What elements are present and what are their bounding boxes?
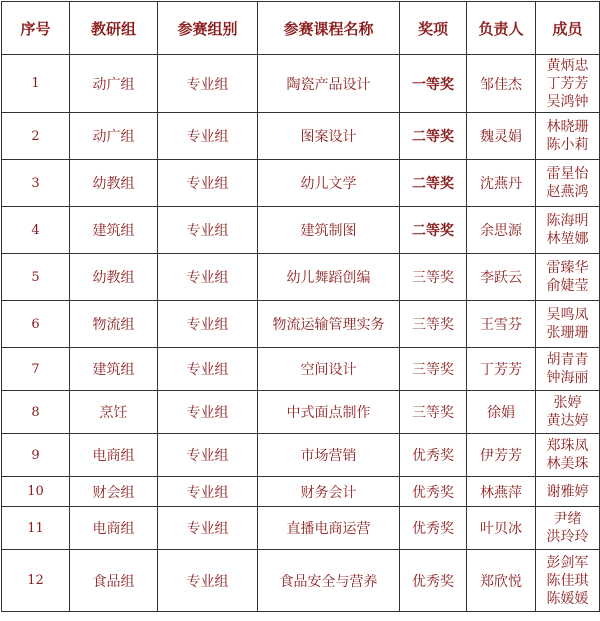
row-lead: 叶贝冰	[467, 507, 536, 550]
row-category: 专业组	[158, 301, 258, 348]
row-no: 11	[2, 507, 70, 550]
row-members	[536, 254, 600, 301]
row-category: 专业组	[158, 55, 258, 113]
row-course: 市场营销	[258, 434, 400, 477]
member-name: 吴鸣凤	[546, 307, 589, 323]
table-row	[2, 55, 600, 113]
member-name: 赵燕鸿	[546, 184, 589, 200]
row-category: 专业组	[158, 434, 258, 477]
member-name: 林美珠	[546, 456, 589, 472]
row-group: 幼教组	[70, 160, 158, 207]
member-name: 张婷	[553, 395, 582, 411]
row-members	[536, 301, 600, 348]
row-group: 幼教组	[70, 254, 158, 301]
row-course: 陶瓷产品设计	[258, 55, 400, 113]
header-group: 教研组	[70, 2, 158, 55]
row-course: 中式面点制作	[258, 391, 400, 434]
row-lead: 余思源	[467, 207, 536, 254]
row-award: 三等奖	[400, 391, 467, 434]
row-members	[536, 477, 600, 507]
row-course: 建筑制图	[258, 207, 400, 254]
row-lead: 林燕萍	[467, 477, 536, 507]
member-name: 黄达婷	[546, 413, 589, 429]
table-row	[2, 391, 600, 434]
table-row	[2, 301, 600, 348]
row-no: 5	[2, 254, 70, 301]
member-name: 陈海明	[546, 213, 589, 229]
row-award: 优秀奖	[400, 507, 467, 550]
row-category: 专业组	[158, 207, 258, 254]
table-row	[2, 434, 600, 477]
row-lead: 邹佳杰	[467, 55, 536, 113]
table-row	[2, 207, 600, 254]
row-members	[536, 113, 600, 160]
row-no: 3	[2, 160, 70, 207]
row-course: 空间设计	[258, 348, 400, 391]
row-group: 物流组	[70, 301, 158, 348]
row-group: 食品组	[70, 550, 158, 612]
row-no: 7	[2, 348, 70, 391]
member-name: 林堃娜	[546, 231, 589, 247]
table-row	[2, 348, 600, 391]
row-category: 专业组	[158, 477, 258, 507]
row-no: 9	[2, 434, 70, 477]
row-award: 优秀奖	[400, 550, 467, 612]
row-no: 12	[2, 550, 70, 612]
header-category: 参赛组别	[158, 2, 258, 55]
member-name: 雷星怡	[546, 166, 589, 182]
row-group: 动广组	[70, 113, 158, 160]
row-course: 食品安全与营养	[258, 550, 400, 612]
member-name: 丁芳芳	[546, 75, 589, 92]
row-members	[536, 160, 600, 207]
table-row	[2, 113, 600, 160]
row-members	[536, 550, 600, 612]
row-award: 优秀奖	[400, 477, 467, 507]
row-award: 二等奖	[400, 207, 467, 254]
member-name: 胡青青	[546, 352, 589, 368]
member-name: 郑珠凤	[546, 438, 589, 454]
member-name: 洪玲玲	[546, 529, 589, 545]
row-no: 2	[2, 113, 70, 160]
row-course: 幼儿舞蹈创编	[258, 254, 400, 301]
member-name: 陈媛媛	[546, 590, 589, 607]
row-group: 建筑组	[70, 348, 158, 391]
row-category: 专业组	[158, 507, 258, 550]
member-name: 尹绪	[553, 511, 582, 527]
row-course: 财务会计	[258, 477, 400, 507]
awards-table	[1, 1, 600, 612]
member-name: 陈佳琪	[546, 572, 589, 589]
row-category: 专业组	[158, 113, 258, 160]
row-category: 专业组	[158, 391, 258, 434]
member-name: 吴鸿钟	[546, 93, 589, 110]
row-award: 三等奖	[400, 348, 467, 391]
member-name: 俞婕莹	[546, 278, 589, 294]
row-members	[536, 391, 600, 434]
row-no: 1	[2, 55, 70, 113]
member-name: 彭剑军	[546, 554, 589, 571]
member-name: 黄炳忠	[546, 57, 589, 74]
row-group: 财会组	[70, 477, 158, 507]
header-members: 成员	[536, 2, 600, 55]
table-row	[2, 160, 600, 207]
row-members	[536, 55, 600, 113]
row-course: 幼儿文学	[258, 160, 400, 207]
member-name: 钟海丽	[546, 370, 589, 386]
row-no: 10	[2, 477, 70, 507]
row-members	[536, 507, 600, 550]
member-name: 陈小莉	[546, 137, 589, 153]
row-lead: 沈燕丹	[467, 160, 536, 207]
member-name: 张珊珊	[546, 325, 589, 341]
row-group: 电商组	[70, 507, 158, 550]
row-category: 专业组	[158, 348, 258, 391]
header-no: 序号	[2, 2, 70, 55]
row-no: 4	[2, 207, 70, 254]
row-members	[536, 434, 600, 477]
row-category: 专业组	[158, 254, 258, 301]
row-lead: 丁芳芳	[467, 348, 536, 391]
table-row	[2, 507, 600, 550]
row-award: 优秀奖	[400, 434, 467, 477]
member-name: 谢雅婷	[546, 483, 589, 500]
header-row	[2, 2, 600, 55]
row-group: 烹饪	[70, 391, 158, 434]
row-category: 专业组	[158, 550, 258, 612]
row-award: 二等奖	[400, 113, 467, 160]
row-no: 8	[2, 391, 70, 434]
table-row	[2, 550, 600, 612]
row-course: 物流运输管理实务	[258, 301, 400, 348]
row-group: 电商组	[70, 434, 158, 477]
header-award: 奖项	[400, 2, 467, 55]
member-name: 雷臻华	[546, 260, 589, 276]
row-lead: 徐娟	[467, 391, 536, 434]
row-group: 建筑组	[70, 207, 158, 254]
table-row	[2, 254, 600, 301]
row-members	[536, 348, 600, 391]
table-row	[2, 477, 600, 507]
row-lead: 魏灵娟	[467, 113, 536, 160]
row-lead: 郑欣悦	[467, 550, 536, 612]
row-course: 直播电商运营	[258, 507, 400, 550]
row-lead: 李跃云	[467, 254, 536, 301]
row-group: 动广组	[70, 55, 158, 113]
row-lead: 伊芳芳	[467, 434, 536, 477]
row-award: 三等奖	[400, 254, 467, 301]
row-no: 6	[2, 301, 70, 348]
row-lead: 王雪芬	[467, 301, 536, 348]
member-name: 林晓珊	[546, 119, 589, 135]
row-award: 一等奖	[400, 55, 467, 113]
row-award: 二等奖	[400, 160, 467, 207]
row-category: 专业组	[158, 160, 258, 207]
header-lead: 负责人	[467, 2, 536, 55]
row-members	[536, 207, 600, 254]
row-award: 三等奖	[400, 301, 467, 348]
header-course: 参赛课程名称	[258, 2, 400, 55]
row-course: 图案设计	[258, 113, 400, 160]
